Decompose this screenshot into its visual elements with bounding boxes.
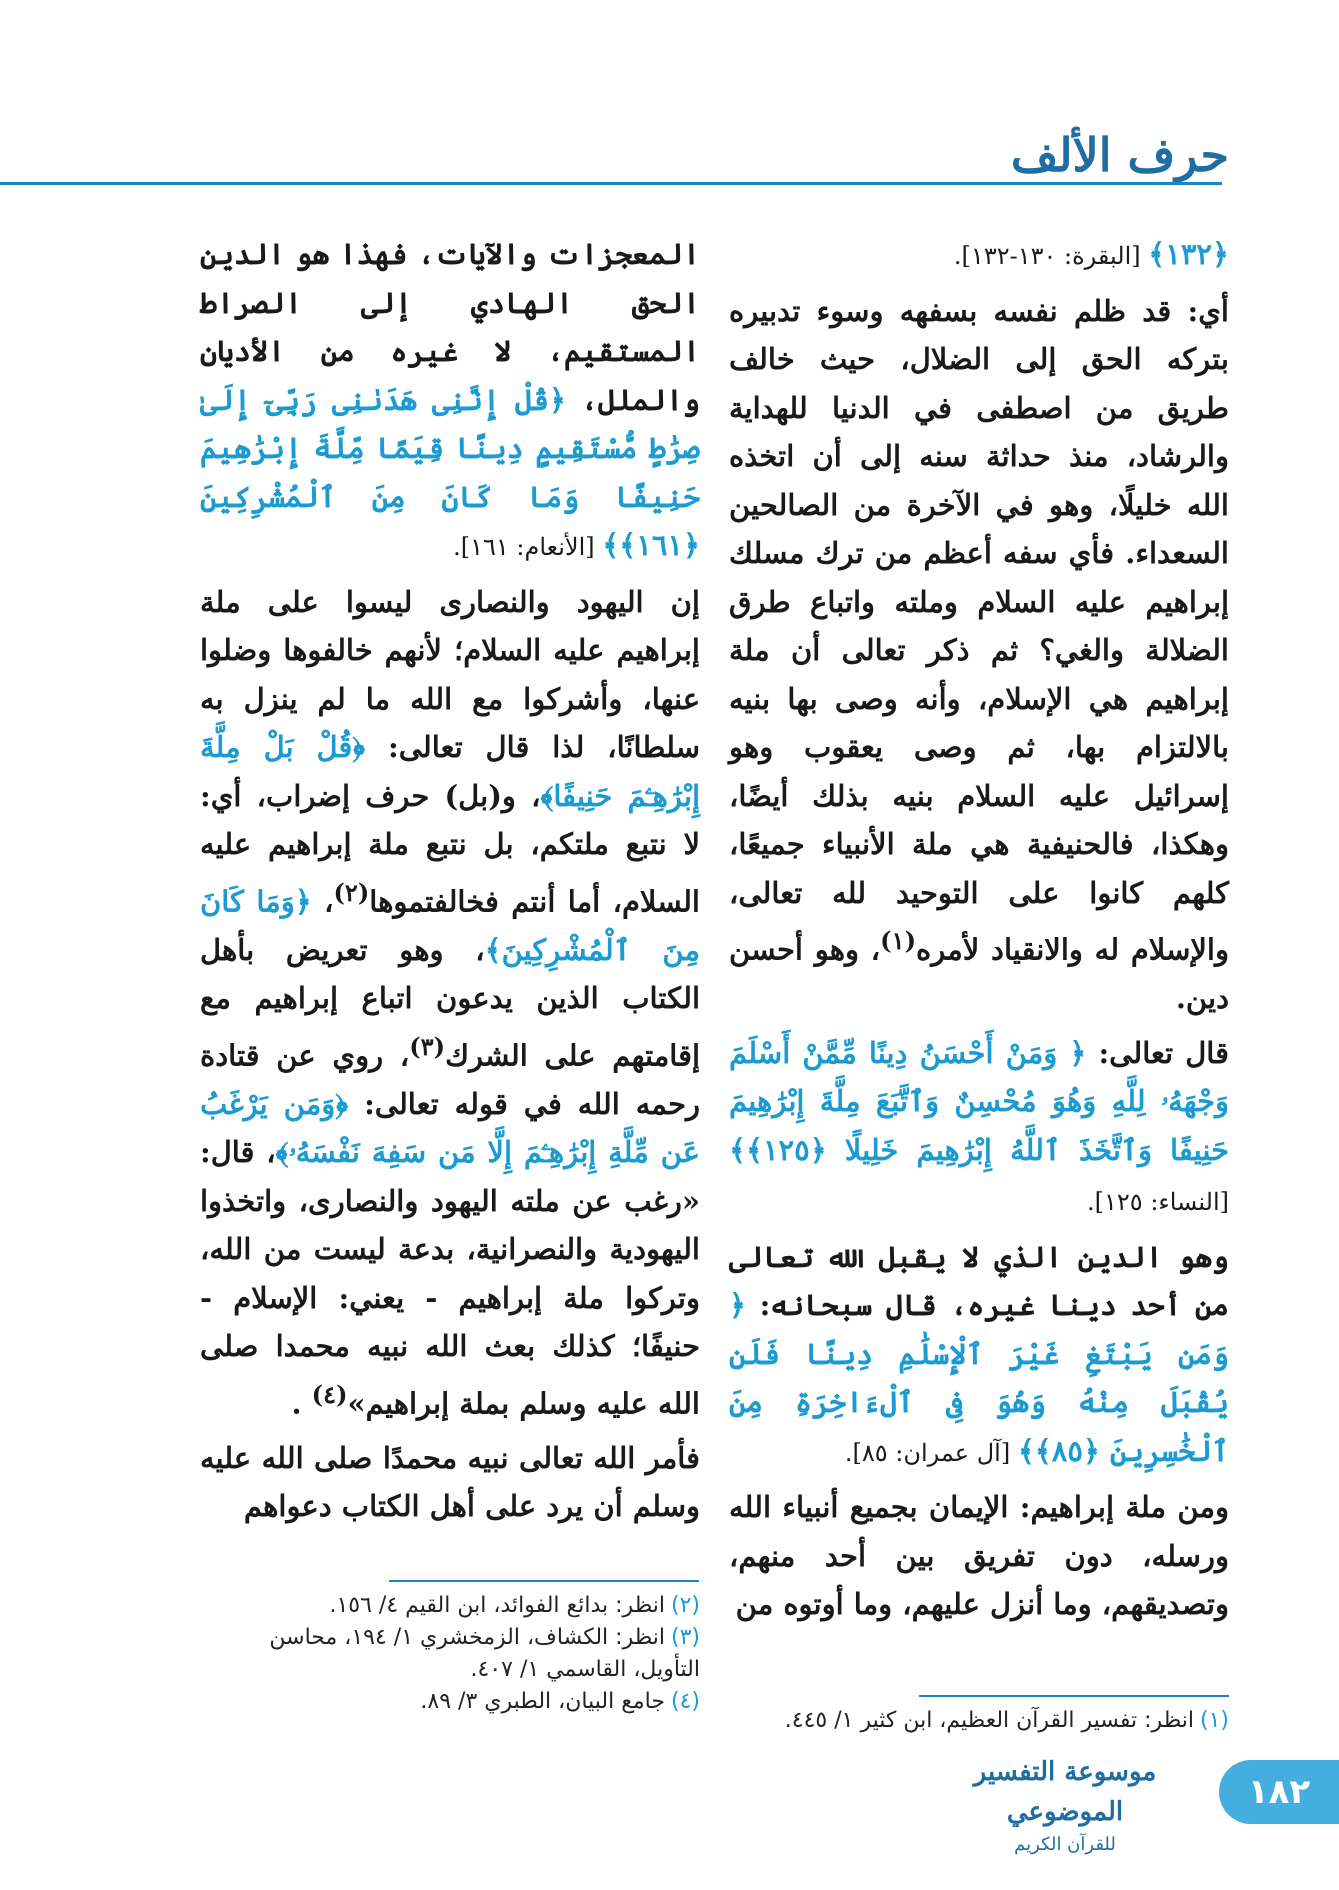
footnote <box>200 1622 700 1686</box>
paragraph <box>200 1434 700 1531</box>
paragraph <box>729 1029 1229 1227</box>
body-text: أي: قد ظلم نفسه بسفهه وسوء تدبيره بتركه الحق إلى الضلال، حيث خالف طريق من اصطفى في الدنيا للهداية والرشاد، منذ حداثة سنه إلى أن اتخذه الله خليلًا، وهو في الآخرة من الصالحين السعداء. فأي سفه أعظم من ترك مسلك إبراهيم عليه السلام وملته واتباع طرق الضلالة والغي؟ ثم ذكر تعالى أن ملة إبراهيم هي الإسلام، وأنه وصى بها بنيه بالالتزام بها، ثم وصى يعقوب وهو إسرائيل عليه السلام بنيه بذلك أيضًا، وهكذا، فالحنيفية هي ملة الأنبياء جميعًا، كلهم كانوا على التوحيد لله تعالى، والإسلام له والانقياد لأمره <box>729 293 1229 967</box>
logo-title: موسوعة التفسير الموضوعي <box>973 1757 1157 1827</box>
verse-number: ﴿١٣٢﴾ <box>1148 237 1229 271</box>
left-text-column <box>200 230 700 1537</box>
paragraph <box>729 230 1229 281</box>
verse-citation: [الأنعام: ١٦١]. <box>453 533 603 561</box>
section-title: حرف الألف <box>1010 128 1229 182</box>
page-number: ١٨٢ <box>1219 1760 1339 1824</box>
paragraph <box>729 1233 1229 1478</box>
footnote-reference: (٤) <box>311 1379 348 1409</box>
footnotes-right <box>729 1705 1229 1737</box>
footnote <box>729 1705 1229 1737</box>
verse-citation: [آل عمران: ٨٥]. <box>844 1438 1018 1467</box>
body-text: . <box>291 1386 312 1421</box>
quran-verse: ﴿قُلْ بَلْ مِلَّةَ إِبْرَٰهِـۧمَ حَنِيفًا﴾ <box>200 730 701 813</box>
footnote-reference: (٢) <box>333 877 370 907</box>
right-text-column <box>729 230 1229 1635</box>
footnote-number: (١) <box>1199 1708 1229 1733</box>
footnote-text: جامع البيان، الطبري ٣/ ٨٩. <box>420 1689 665 1714</box>
footnote-divider-right <box>919 1695 1229 1697</box>
footnote <box>200 1686 700 1718</box>
encyclopedia-logo <box>935 1752 1195 1855</box>
body-text: قال تعالى: <box>1086 1035 1229 1070</box>
footnote <box>200 1590 700 1622</box>
footnote-number: (٢) <box>670 1593 700 1618</box>
paragraph <box>729 1483 1229 1629</box>
logo-subtitle: للقرآن الكريم <box>1014 1834 1116 1855</box>
body-text: ، قال: «رغب عن ملته اليهود والنصارى، واتخذوا اليهودية والنصرانية، بدعة ليست من الله، وتركوا ملة إبراهيم - يعني: الإسلام - حنيفًا؛ كذلك بعث الله نبيه محمدا صلى الله عليه وسلم بملة إبراهيم» <box>200 1135 700 1421</box>
quran-verse: ﴿وَمَا كَانَ مِنَ ٱلْمُشْرِكِينَ﴾ <box>200 884 700 967</box>
footnote-reference: (٣) <box>409 1031 446 1061</box>
body-text: ، وهو أحسن دين. <box>729 932 1229 1016</box>
footnote-text: انظر: تفسير القرآن العظيم، ابن كثير ١/ ٤٤٥. <box>784 1708 1194 1733</box>
quran-verse: ﴿قُلْ إِنَّنِى هَدَىٰنِى رَبِّىٓ إِلَىٰ صِرَٰطٍ مُّسْتَقِيمٍ دِينًا قِيَمًا مِّلَّةَ إِبْرَٰهِيمَ حَنِيفًا وَمَا كَانَ مِنَ ٱلْمُشْرِكِينَ ﴿١٦١﴾﴾ <box>200 382 700 562</box>
footnote-text: انظر: بدائع الفوائد، ابن القيم ٤/ ١٥٦. <box>329 1593 665 1618</box>
body-text: ، و(بل) حرف إضراب، أي: لا نتبع ملتكم، بل نتبع ملة إبراهيم عليه السلام، أما أنتم فخالفتموها <box>200 778 700 919</box>
paragraph <box>729 287 1229 1023</box>
quran-verse: ﴿ وَمَنْ أَحْسَنُ دِينًا مِّمَّنْ أَسْلَمَ وَجْهَهُۥ لِلَّهِ وَهُوَ مُحْسِنٌ وَٱتَّبَعَ مِلَّةَ إِبْرَٰهِيمَ حَنِيفًا وَٱتَّخَذَ ٱللَّهُ إِبْرَٰهِيمَ خَلِيلًا ﴿١٢٥﴾﴾ <box>729 1035 1229 1167</box>
header-divider <box>0 182 1222 185</box>
body-text: المعجزات والآيات، فهذا هو الدين الحق الهادي إلى الصراط المستقيم، لا غيره من الأديان والملل، <box>200 237 700 417</box>
footnote-text: انظر: الكشاف، الزمخشري ١/ ١٩٤، محاسن التأويل، القاسمي ١/ ٤٠٧. <box>269 1625 700 1682</box>
paragraph <box>200 230 700 572</box>
body-text: إن اليهود والنصارى ليسوا على ملة إبراهيم عليه السلام؛ لأنهم خالفوها وضلوا عنها، وأشركوا مع الله ما لم ينزل به سلطانًا، لذا قال تعالى: <box>200 584 700 764</box>
body-text: ، روي عن قتادة رحمه الله في قوله تعالى: <box>200 1038 700 1121</box>
verse-citation: [النساء: ١٢٥]. <box>1087 1188 1229 1217</box>
footnote-number: (٣) <box>670 1625 700 1650</box>
quran-verse: ﴿وَمَن يَرْغَبُ عَن مِّلَّةِ إِبْرَٰهِـۧمَ إِلَّا مَن سَفِهَ نَفْسَهُۥ﴾ <box>200 1086 700 1170</box>
footnote-reference: (١) <box>880 926 916 955</box>
footnote-number: (٤) <box>670 1689 700 1714</box>
body-text: ، وهو تعريض بأهل الكتاب الذين يدعون اتباع إبراهيم مع إقامتهم على الشرك <box>200 932 700 1073</box>
body-text: ، <box>311 884 334 919</box>
body-text: ومن ملة إبراهيم: الإيمان بجميع أنبياء الله ورسله، دون تفريق بين أحد منهم، وتصديقهم، وما أنزل عليهم، وما أوتوه من <box>729 1490 1229 1622</box>
body-text: وهو الدين الذي لا يقبل الله تعالى من أحد دينا غيره، قال سبحانه: <box>729 1239 1229 1323</box>
paragraph <box>200 578 700 1428</box>
footnotes-left <box>200 1590 700 1718</box>
body-text: فأمر الله تعالى نبيه محمدًا صلى الله عليه وسلم أن يرد على أهل الكتاب دعواهم <box>200 1440 700 1524</box>
quran-verse: ﴿ وَمَن يَبْتَغِ غَيْرَ ٱلْإِسْلَٰمِ دِينًا فَلَن يُقْبَلَ مِنْهُ وَهُوَ فِى ٱلْءَاخِرَةِ مِنَ ٱلْخَٰسِرِينَ ﴿٨٥﴾﴾ <box>729 1288 1229 1468</box>
verse-citation: [البقرة: ١٣٠-١٣٢]. <box>953 242 1149 270</box>
footnote-divider-left <box>389 1580 699 1582</box>
